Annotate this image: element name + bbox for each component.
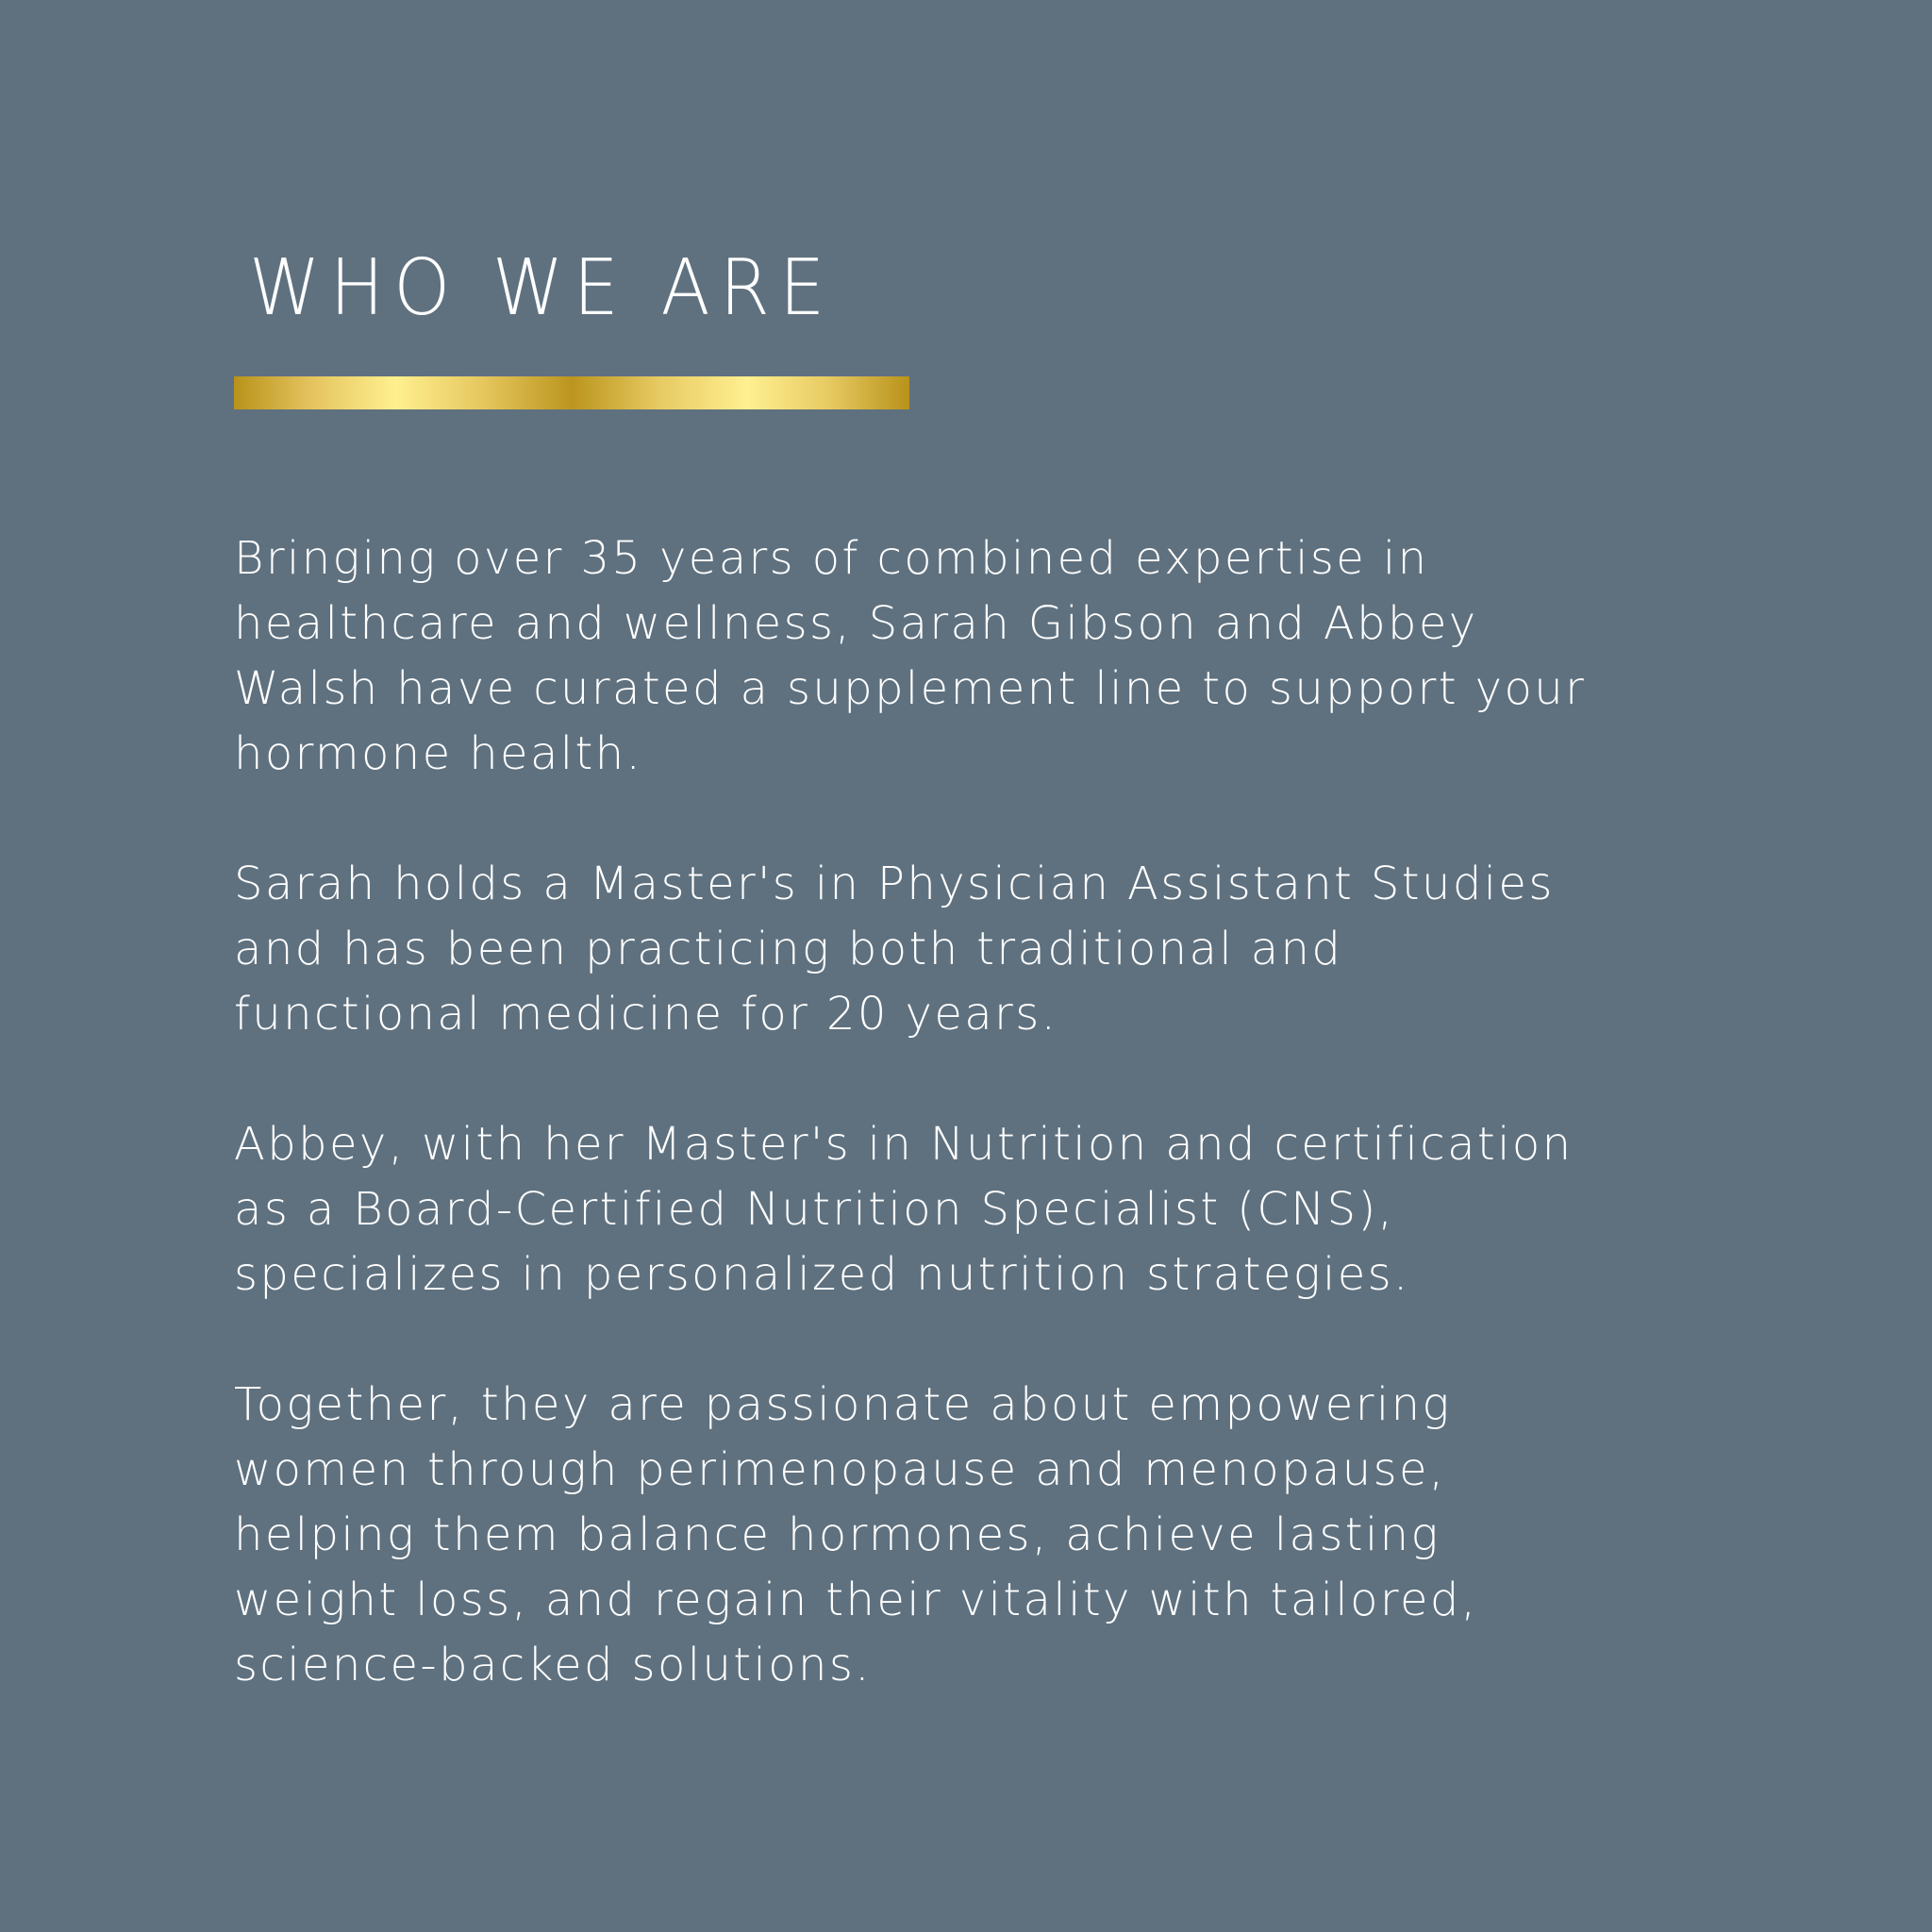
about-text: [234, 526, 1630, 1763]
text-line: science-backed solutions.: [234, 1639, 872, 1691]
gold-divider: [234, 376, 909, 409]
text-line: functional medicine for 20 years.: [234, 988, 1058, 1041]
text-line: Bringing over 35 years of combined expertise in: [234, 532, 1429, 585]
text-line: Sarah holds a Master's in Physician Assistant Studies: [234, 858, 1555, 910]
text-line: helping them balance hormones, achieve lasting: [234, 1508, 1441, 1561]
paragraph-abbey: [234, 1112, 1630, 1307]
text-line: hormone health.: [234, 727, 643, 780]
text-line: and has been practicing both traditional and: [234, 923, 1343, 975]
paragraph-sarah: [234, 852, 1630, 1047]
text-line: Together, they are passionate about empowering: [234, 1378, 1452, 1431]
paragraph-together: [234, 1373, 1630, 1698]
text-line: as a Board-Certified Nutrition Specialist (CNS),: [234, 1183, 1395, 1236]
text-line: weight loss, and regain their vitality with tailored,: [234, 1574, 1478, 1626]
text-line: women through perimenopause and menopause,: [234, 1443, 1446, 1496]
page-title: WHO WE ARE: [249, 243, 835, 333]
paragraph-intro: [234, 526, 1630, 787]
text-line: specializes in personalized nutrition strategies.: [234, 1248, 1410, 1301]
text-line: Walsh have curated a supplement line to support your: [234, 662, 1587, 715]
text-line: Abbey, with her Master's in Nutrition and certification: [234, 1118, 1574, 1171]
text-line: healthcare and wellness, Sarah Gibson and Abbey: [234, 597, 1478, 650]
